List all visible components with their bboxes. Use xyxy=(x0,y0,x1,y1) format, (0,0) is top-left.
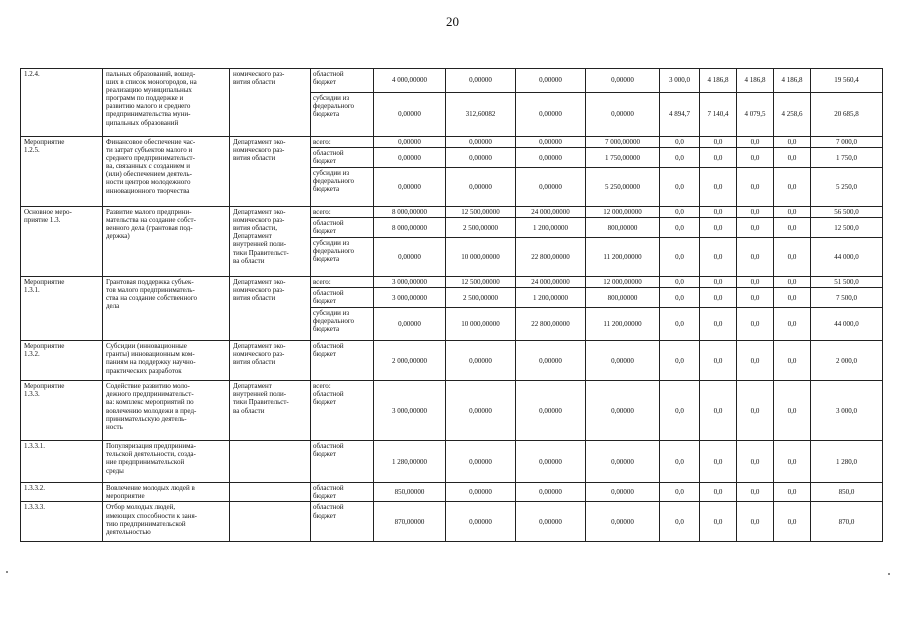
amount-cell: 0,0 xyxy=(700,288,737,308)
amount-cell: 0,0 xyxy=(737,137,774,148)
table-row xyxy=(21,277,883,288)
amount-cell: 0,00000 xyxy=(446,341,516,381)
amount-cell: 0,00000 xyxy=(516,441,586,483)
funding-source-cell: областной бюджет xyxy=(311,69,374,93)
amount-cell: 5 250,00000 xyxy=(586,168,660,207)
amount-cell: 0,00000 xyxy=(586,483,660,502)
table-row xyxy=(21,441,883,483)
amount-cell: 0,0 xyxy=(737,207,774,218)
table-row xyxy=(21,341,883,381)
amount-cell: 0,00000 xyxy=(516,381,586,441)
table-row xyxy=(21,483,883,502)
amount-cell: 0,00000 xyxy=(586,341,660,381)
amount-cell: 0,00000 xyxy=(516,69,586,93)
amount-cell: 0,00000 xyxy=(446,502,516,542)
amount-cell: 4 186,8 xyxy=(774,69,811,93)
amount-cell: 0,0 xyxy=(660,288,700,308)
executor-cell xyxy=(230,502,311,542)
amount-cell: 1 200,00000 xyxy=(516,288,586,308)
amount-cell: 0,0 xyxy=(774,238,811,277)
amount-cell: 870,0 xyxy=(811,502,883,542)
amount-cell: 0,0 xyxy=(660,441,700,483)
amount-cell: 0,00000 xyxy=(374,308,446,341)
amount-cell: 0,0 xyxy=(660,483,700,502)
amount-cell: 312,60082 xyxy=(446,93,516,137)
amount-cell: 0,00000 xyxy=(516,93,586,137)
measure-name-cell: Развитие малого предприни- мательства на создание собст- венного дела (грантовая под- держка) xyxy=(103,207,230,277)
amount-cell: 1 280,00000 xyxy=(374,441,446,483)
amount-cell: 12 000,00000 xyxy=(586,277,660,288)
amount-cell: 0,00000 xyxy=(446,441,516,483)
funding-source-cell: субсидии из федерального бюджета xyxy=(311,168,374,207)
measure-name-cell: Содействие развитию моло- дежного предпринимательст- ва: комплекс мероприятий по вовлечению молодежи в пред- принимательскую деятель- ность xyxy=(103,381,230,441)
amount-cell: 0,00000 xyxy=(586,502,660,542)
amount-cell: 0,00000 xyxy=(516,168,586,207)
scan-speck xyxy=(6,571,8,573)
funding-source-cell: областной бюджет xyxy=(311,483,374,502)
table-row xyxy=(21,502,883,542)
table-row xyxy=(21,69,883,93)
amount-cell: 1 200,00000 xyxy=(516,218,586,238)
amount-cell: 11 200,00000 xyxy=(586,308,660,341)
amount-cell: 3 000,00000 xyxy=(374,277,446,288)
amount-cell: 0,0 xyxy=(774,148,811,168)
amount-cell: 1 280,0 xyxy=(811,441,883,483)
amount-cell: 0,0 xyxy=(774,502,811,542)
measure-code-cell: Мероприятие 1.2.5. xyxy=(21,137,103,207)
amount-cell: 0,0 xyxy=(737,441,774,483)
amount-cell: 0,0 xyxy=(700,207,737,218)
funding-source-cell: областной бюджет xyxy=(311,148,374,168)
amount-cell: 0,0 xyxy=(774,207,811,218)
amount-cell: 12 500,00000 xyxy=(446,277,516,288)
amount-cell: 0,0 xyxy=(737,148,774,168)
amount-cell: 8 000,00000 xyxy=(374,207,446,218)
funding-source-cell: субсидии из федерального бюджета xyxy=(311,93,374,137)
table-row xyxy=(21,381,883,441)
measure-name-cell: Грантовая поддержка субъек- тов малого предприниматель- ства на создание собственного дела xyxy=(103,277,230,341)
amount-cell: 0,0 xyxy=(737,168,774,207)
amount-cell: 0,0 xyxy=(660,238,700,277)
amount-cell: 0,00000 xyxy=(446,168,516,207)
funding-source-cell: субсидии из федерального бюджета xyxy=(311,308,374,341)
table-row xyxy=(21,137,883,148)
amount-cell: 0,0 xyxy=(774,218,811,238)
amount-cell: 44 000,0 xyxy=(811,308,883,341)
amount-cell: 0,0 xyxy=(700,238,737,277)
measure-code-cell: 1.3.3.3. xyxy=(21,502,103,542)
amount-cell: 0,0 xyxy=(660,277,700,288)
executor-cell: Департамент эко- номического раз- вития области xyxy=(230,137,311,207)
amount-cell: 0,0 xyxy=(700,341,737,381)
amount-cell: 10 000,00000 xyxy=(446,308,516,341)
measure-name-cell: Популяризация предпринима- тельской деятельности, созда- ние предпринимательской среды xyxy=(103,441,230,483)
amount-cell: 5 250,0 xyxy=(811,168,883,207)
funding-source-cell: субсидии из федерального бюджета xyxy=(311,238,374,277)
amount-cell: 4 186,8 xyxy=(700,69,737,93)
amount-cell: 3 000,0 xyxy=(660,69,700,93)
amount-cell: 0,0 xyxy=(774,288,811,308)
amount-cell: 51 500,0 xyxy=(811,277,883,288)
amount-cell: 0,0 xyxy=(700,148,737,168)
amount-cell: 8 000,00000 xyxy=(374,218,446,238)
amount-cell: 0,0 xyxy=(737,288,774,308)
amount-cell: 4 079,5 xyxy=(737,93,774,137)
funding-source-cell: всего: xyxy=(311,207,374,218)
amount-cell: 0,0 xyxy=(660,381,700,441)
amount-cell: 0,0 xyxy=(774,341,811,381)
measure-code-cell: 1.3.3.2. xyxy=(21,483,103,502)
amount-cell: 4 894,7 xyxy=(660,93,700,137)
amount-cell: 800,00000 xyxy=(586,218,660,238)
amount-cell: 2 500,00000 xyxy=(446,288,516,308)
amount-cell: 850,00000 xyxy=(374,483,446,502)
funding-source-cell: всего: xyxy=(311,137,374,148)
amount-cell: 0,00000 xyxy=(374,148,446,168)
amount-cell: 4 258,6 xyxy=(774,93,811,137)
funding-source-cell: областной бюджет xyxy=(311,441,374,483)
funding-source-cell: областной бюджет xyxy=(311,288,374,308)
amount-cell: 7 000,00000 xyxy=(586,137,660,148)
amount-cell: 0,00000 xyxy=(586,93,660,137)
amount-cell: 7 140,4 xyxy=(700,93,737,137)
amount-cell: 0,0 xyxy=(737,308,774,341)
amount-cell: 12 500,0 xyxy=(811,218,883,238)
amount-cell: 0,0 xyxy=(774,137,811,148)
amount-cell: 12 000,00000 xyxy=(586,207,660,218)
amount-cell: 0,00000 xyxy=(374,168,446,207)
amount-cell: 0,0 xyxy=(660,137,700,148)
amount-cell: 0,0 xyxy=(737,277,774,288)
measure-name-cell: Субсидии (инновационные гранты) инновационным ком- паниям на поддержку научно- практических разработок xyxy=(103,341,230,381)
page-number: 20 xyxy=(446,14,459,29)
amount-cell: 0,0 xyxy=(700,441,737,483)
funding-source-cell: всего: xyxy=(311,277,374,288)
amount-cell: 0,0 xyxy=(660,308,700,341)
amount-cell: 0,00000 xyxy=(586,69,660,93)
amount-cell: 0,0 xyxy=(700,483,737,502)
amount-cell: 0,0 xyxy=(774,441,811,483)
amount-cell: 11 200,00000 xyxy=(586,238,660,277)
amount-cell: 0,00000 xyxy=(446,69,516,93)
executor-cell: Департамент эко- номического раз- вития области xyxy=(230,277,311,341)
measure-code-cell: Основное меро- приятие 1.3. xyxy=(21,207,103,277)
table-row xyxy=(21,207,883,218)
funding-source-cell: областной бюджет xyxy=(311,218,374,238)
measure-name-cell: пальных образований, вошед- ших в список моногородов, на реализацию муниципальных программ по поддержке и развитию малого и среднего предпринимательства муни- ципальных образований xyxy=(103,69,230,137)
amount-cell: 0,00000 xyxy=(516,137,586,148)
amount-cell: 0,0 xyxy=(700,137,737,148)
executor-cell xyxy=(230,441,311,483)
amount-cell: 7 000,0 xyxy=(811,137,883,148)
amount-cell: 0,00000 xyxy=(516,341,586,381)
amount-cell: 0,0 xyxy=(737,341,774,381)
amount-cell: 0,0 xyxy=(737,502,774,542)
measure-name-cell: Отбор молодых людей, имеющих способности к заня- тию предпринимательской деятельностью xyxy=(103,502,230,542)
executor-cell: Департамент внутренней поли- тики Правительст- ва области xyxy=(230,381,311,441)
amount-cell: 0,0 xyxy=(774,483,811,502)
amount-cell: 22 800,00000 xyxy=(516,308,586,341)
amount-cell: 0,0 xyxy=(774,277,811,288)
amount-cell: 10 000,00000 xyxy=(446,238,516,277)
amount-cell: 1 750,0 xyxy=(811,148,883,168)
amount-cell: 0,0 xyxy=(660,341,700,381)
executor-cell xyxy=(230,483,311,502)
measure-name-cell: Вовлечение молодых людей в мероприятие xyxy=(103,483,230,502)
measure-code-cell: Мероприятие 1.3.2. xyxy=(21,341,103,381)
amount-cell: 0,0 xyxy=(774,381,811,441)
amount-cell: 24 000,00000 xyxy=(516,207,586,218)
amount-cell: 12 500,00000 xyxy=(446,207,516,218)
amount-cell: 0,0 xyxy=(660,218,700,238)
amount-cell: 4 186,8 xyxy=(737,69,774,93)
amount-cell: 0,0 xyxy=(660,148,700,168)
amount-cell: 0,00000 xyxy=(586,381,660,441)
measure-code-cell: 1.3.3.1. xyxy=(21,441,103,483)
amount-cell: 0,0 xyxy=(700,168,737,207)
amount-cell: 0,00000 xyxy=(516,483,586,502)
amount-cell: 0,0 xyxy=(774,308,811,341)
amount-cell: 0,0 xyxy=(660,168,700,207)
amount-cell: 3 000,00000 xyxy=(374,288,446,308)
amount-cell: 800,00000 xyxy=(586,288,660,308)
amount-cell: 22 800,00000 xyxy=(516,238,586,277)
amount-cell: 19 560,4 xyxy=(811,69,883,93)
funding-source-cell: областной бюджет xyxy=(311,502,374,542)
amount-cell: 0,00000 xyxy=(586,441,660,483)
amount-cell: 0,0 xyxy=(737,218,774,238)
amount-cell: 20 685,8 xyxy=(811,93,883,137)
amount-cell: 0,00000 xyxy=(516,502,586,542)
measure-code-cell: Мероприятие 1.3.3. xyxy=(21,381,103,441)
budget-table xyxy=(20,68,883,542)
amount-cell: 870,00000 xyxy=(374,502,446,542)
amount-cell: 0,0 xyxy=(700,218,737,238)
amount-cell: 0,0 xyxy=(700,277,737,288)
amount-cell: 0,0 xyxy=(737,381,774,441)
amount-cell: 0,0 xyxy=(700,308,737,341)
amount-cell: 0,00000 xyxy=(374,93,446,137)
measure-code-cell: 1.2.4. xyxy=(21,69,103,137)
amount-cell: 3 000,0 xyxy=(811,381,883,441)
amount-cell: 1 750,00000 xyxy=(586,148,660,168)
funding-source-cell: областной бюджет xyxy=(311,341,374,381)
scan-speck xyxy=(888,573,890,575)
amount-cell: 0,00000 xyxy=(446,483,516,502)
amount-cell: 0,0 xyxy=(737,238,774,277)
executor-cell: Департамент эко- номического раз- вития области, Департамент внутренней поли- тики Правительст- ва области xyxy=(230,207,311,277)
amount-cell: 0,0 xyxy=(700,381,737,441)
amount-cell: 850,0 xyxy=(811,483,883,502)
amount-cell: 0,0 xyxy=(660,207,700,218)
amount-cell: 24 000,00000 xyxy=(516,277,586,288)
amount-cell: 7 500,0 xyxy=(811,288,883,308)
amount-cell: 0,0 xyxy=(774,168,811,207)
amount-cell: 2 000,0 xyxy=(811,341,883,381)
measure-name-cell: Финансовое обеспечение час- ти затрат субъектов малого и среднего предпринимательст- ва, связанных с созданием и (или) обеспечением деятель- ности центров молодежного инновационного творчества xyxy=(103,137,230,207)
amount-cell: 0,0 xyxy=(660,502,700,542)
amount-cell: 0,00000 xyxy=(516,148,586,168)
amount-cell: 0,00000 xyxy=(446,137,516,148)
amount-cell: 0,00000 xyxy=(446,381,516,441)
amount-cell: 56 500,0 xyxy=(811,207,883,218)
funding-source-cell: всего: областной бюджет xyxy=(311,381,374,441)
amount-cell: 3 000,00000 xyxy=(374,381,446,441)
amount-cell: 44 000,0 xyxy=(811,238,883,277)
executor-cell: номического раз- вития области xyxy=(230,69,311,137)
amount-cell: 0,00000 xyxy=(374,137,446,148)
amount-cell: 0,0 xyxy=(737,483,774,502)
measure-code-cell: Мероприятие 1.3.1. xyxy=(21,277,103,341)
executor-cell: Департамент эко- номического раз- вития области xyxy=(230,341,311,381)
amount-cell: 2 000,00000 xyxy=(374,341,446,381)
amount-cell: 0,00000 xyxy=(374,238,446,277)
amount-cell: 0,00000 xyxy=(446,148,516,168)
amount-cell: 2 500,00000 xyxy=(446,218,516,238)
amount-cell: 4 000,00000 xyxy=(374,69,446,93)
amount-cell: 0,0 xyxy=(700,502,737,542)
